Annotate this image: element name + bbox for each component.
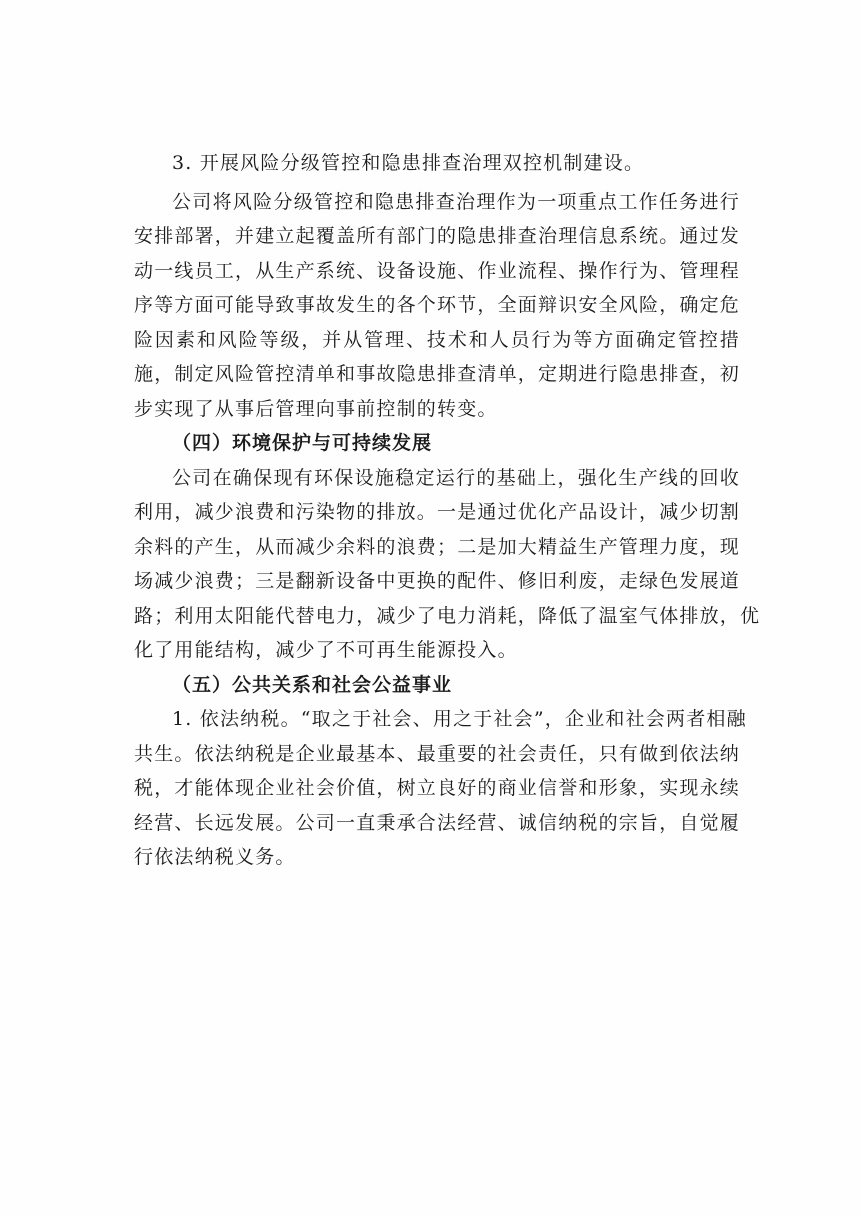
paragraph-line: 税，才能体现企业社会价值，树立良好的商业信誉和形象，实现永续	[134, 777, 741, 799]
document-body	[134, 146, 761, 875]
paragraph-line: 施，制定风险管控清单和事故隐患排查清单，定期进行隐患排查，初	[134, 363, 741, 385]
paragraph-line: 安排部署，并建立起覆盖所有部门的隐患排查治理信息系统。通过发	[134, 225, 741, 247]
paragraph-line: 利用，减少浪费和污染物的排放。一是通过优化产品设计，减少切割	[134, 501, 741, 523]
paragraph-line: 余料的产生，从而减少余料的浪费；二是加大精益生产管理力度，现	[134, 535, 741, 558]
section-heading-5: （五）公共关系和社会公益事业	[172, 673, 453, 696]
paragraph-line: 序等方面可能导致事故发生的各个环节，全面辩识安全风险，确定危	[134, 294, 741, 316]
paragraph-line: 险因素和风险等级，并从管理、技术和人员行为等方面确定管控措	[134, 328, 740, 351]
paragraph-line: 行依法纳税义务。	[134, 846, 296, 868]
paragraph-line: 经营、长远发展。公司一直秉承合法经营、诚信纳税的宗旨，自觉履	[134, 811, 741, 834]
section-title-3: 3. 开展风险分级管控和隐患排查治理双控机制建设。	[172, 152, 645, 174]
paragraph-line: 共生。依法纳税是企业最基本、最重要的社会责任，只有做到依法纳	[134, 742, 741, 765]
section-heading-4: （四）环境保护与可持续发展	[172, 432, 433, 454]
paragraph-line: 步实现了从事后管理向事前控制的转变。	[134, 397, 498, 420]
paragraph-line: 动一线员工，从生产系统、设备设施、作业流程、操作行为、管理程	[134, 259, 741, 282]
paragraph-line: 公司在确保现有环保设施稳定运行的基础上，强化生产线的回收	[172, 466, 740, 489]
paragraph-line: 1. 依法纳税。“取之于社会、用之于社会”，企业和社会两者相融	[172, 708, 747, 730]
paragraph-line: 公司将风险分级管控和隐患排查治理作为一项重点工作任务进行	[172, 190, 740, 213]
paragraph-line: 场减少浪费；三是翻新设备中更换的配件、修旧利废，走绿色发展道	[134, 570, 741, 592]
paragraph-line: 路；利用太阳能代替电力，减少了电力消耗，降低了温室气体排放，优	[134, 604, 761, 627]
paragraph-line: 化了用能结构，减少了不可再生能源投入。	[134, 639, 518, 661]
